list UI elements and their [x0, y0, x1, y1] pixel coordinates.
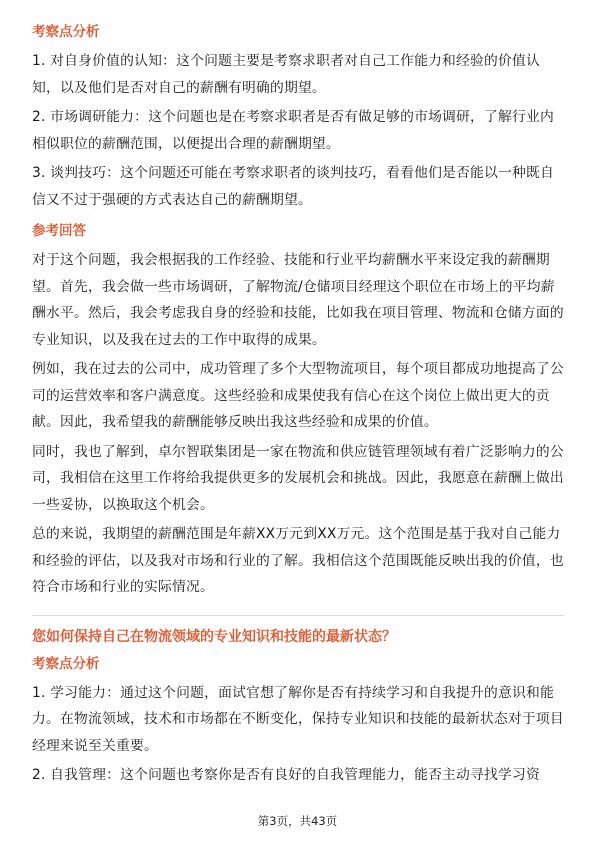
analysis-item: 2. 市场调研能力：这个问题也是在考察求职者是否有做足够的市场调研，了解行业内相似职位的薪酬范围，以便提出合理的薪酬期望。: [32, 109, 555, 152]
page-content: [32, 22, 564, 792]
analysis-heading: 考察点分析: [32, 655, 100, 672]
answer-paragraph: 总的来说，我期望的薪酬范围是年薪XX万元到XX万元。这个范围是基于我对自己能力和经验的评估，以及我对市场和行业的了解。我相信这个范围既能反映出我的价值，也符合市场和行业的实际情况。: [32, 526, 564, 595]
analysis-item: 2. 自我管理：这个问题也考察你是否有良好的自我管理能力，能否主动寻找学习资: [32, 767, 541, 783]
analysis-item: 1. 对自身价值的认知：这个问题主要是考察求职者对自己工作能力和经验的价值认知，以及他们是否对自己的薪酬有明确的期望。: [32, 53, 541, 96]
analysis-heading: 考察点分析: [32, 24, 100, 40]
analysis-item: 1. 学习能力：通过这个问题，面试官想了解你是否有持续学习和自我提升的意识和能力。在物流领域，技术和市场都在不断变化，保持专业知识和技能的最新状态对于项目经理来说至关重要。: [32, 684, 564, 754]
answer-heading: 参考回答: [32, 223, 86, 239]
answer-paragraph: 对于这个问题，我会根据我的工作经验、技能和行业平均薪酬水平来设定我的薪酬期望。首先，我会做一些市场调研，了解物流/仓储项目经理这个职位在市场上的平均薪酬水平。然后，我会考虑我自身的经验和技能，比如我在项目管理、物流和仓储方面的专业知识，以及我在过去的工作中取得的成果。: [32, 252, 564, 348]
page-footer: 第3页，共43页: [257, 814, 338, 828]
question-title: 您如何保持自己在物流领域的专业知识和技能的最新状态？: [32, 628, 396, 645]
section-divider: [32, 615, 564, 616]
analysis-item: 3. 谈判技巧：这个问题还可能在考察求职者的谈判技巧，看看他们是否能以一种既自信又不过于强硬的方式表达自己的薪酬期望。: [32, 165, 555, 208]
answer-paragraph: 例如，我在过去的公司中，成功管理了多个大型物流项目，每个项目都成功地提高了公司的运营效率和客户满意度。这些经验和成果使我有信心在这个岗位上做出更大的贡献。因此，我希望我的薪酬能够反映出我这些经验和成果的价值。: [32, 361, 564, 430]
answer-paragraph: 同时，我也了解到，卓尔智联集团是一家在物流和供应链管理领域有着广泛影响力的公司，我相信在这里工作将给我提供更多的发展机会和挑战。因此，我愿意在薪酬上做出一些妥协，以换取这个机会。: [32, 443, 564, 513]
